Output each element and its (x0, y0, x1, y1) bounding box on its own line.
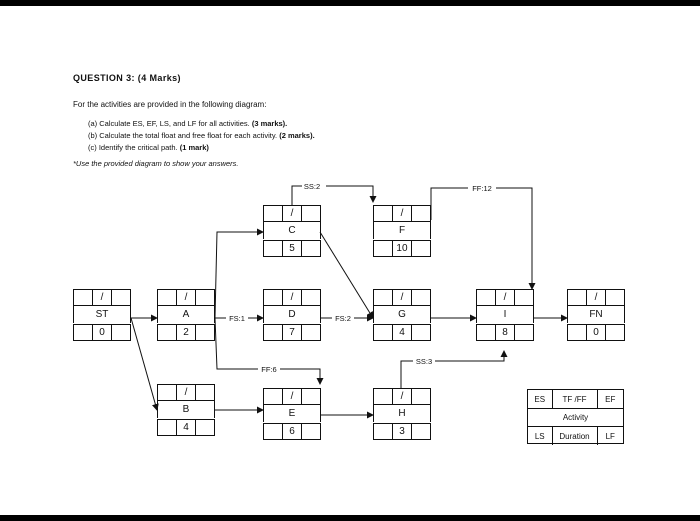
node-label: A (157, 306, 215, 323)
node-label: C (263, 222, 321, 239)
node-label: FN (567, 306, 625, 323)
node-label: ST (73, 306, 131, 323)
question-title: QUESTION 3: (4 Marks) (73, 73, 181, 83)
node-label: B (157, 401, 215, 418)
node-g: / G 4 (373, 289, 431, 341)
node-duration: 2 (176, 324, 196, 341)
node-duration: 10 (392, 240, 412, 257)
node-label: G (373, 306, 431, 323)
node-f: / F 10 (373, 205, 431, 257)
link-label-a-e: FF:6 (261, 365, 277, 374)
link-c-g (320, 232, 373, 318)
node-duration: 6 (282, 423, 302, 440)
node-label: H (373, 405, 431, 422)
legend-ls: LS (528, 427, 553, 445)
node-b: / B 4 (157, 384, 215, 436)
legend-activity: Activity (562, 412, 589, 422)
link-label-a-d: FS:1 (229, 314, 245, 323)
node-duration: 0 (92, 324, 112, 341)
node-duration: 4 (176, 419, 196, 436)
legend-es: ES (528, 390, 553, 408)
task-c: (c) Identify the critical path. (1 mark) (88, 143, 209, 152)
node-label: F (373, 222, 431, 239)
node-duration: 5 (282, 240, 302, 257)
node-fn: / FN 0 (567, 289, 625, 341)
link-label-d-g: FS:2 (335, 314, 351, 323)
node-legend (527, 389, 624, 444)
node-duration: 8 (495, 324, 515, 341)
legend-tf-ff: TF /FF (553, 390, 598, 408)
link-label-f-i: FF:12 (472, 184, 492, 193)
node-h: / H 3 (373, 388, 431, 440)
legend-lf: LF (605, 431, 615, 441)
question-intro: For the activities are provided in the following diagram: (73, 100, 267, 109)
node-st: / ST 0 (73, 289, 131, 341)
node-label: I (476, 306, 534, 323)
node-duration: 7 (282, 324, 302, 341)
node-duration: 0 (586, 324, 606, 341)
link-label-c-f: SS:2 (303, 182, 321, 191)
node-label: E (263, 405, 321, 422)
task-b: (b) Calculate the total float and free float for each activity. (2 marks). (88, 131, 315, 140)
node-duration: 4 (392, 324, 412, 341)
link-st-b (131, 318, 157, 410)
link-label-h-i: SS:3 (415, 357, 433, 366)
node-d: / D 7 (263, 289, 321, 341)
link-a-c (215, 232, 263, 318)
link-f-i (431, 188, 532, 289)
legend-ef: EF (605, 394, 616, 404)
node-i: / I 8 (476, 289, 534, 341)
task-a: (a) Calculate ES, EF, LS, and LF for all activities. (3 marks). (88, 119, 288, 128)
node-label: D (263, 306, 321, 323)
node-e: / E 6 (263, 388, 321, 440)
legend-duration: Duration (553, 427, 598, 445)
node-a: / A 2 (157, 289, 215, 341)
node-c: / C 5 (263, 205, 321, 257)
node-duration: 3 (392, 423, 412, 440)
question-page (0, 6, 700, 515)
hint-text: *Use the provided diagram to show your answers. (73, 159, 239, 168)
